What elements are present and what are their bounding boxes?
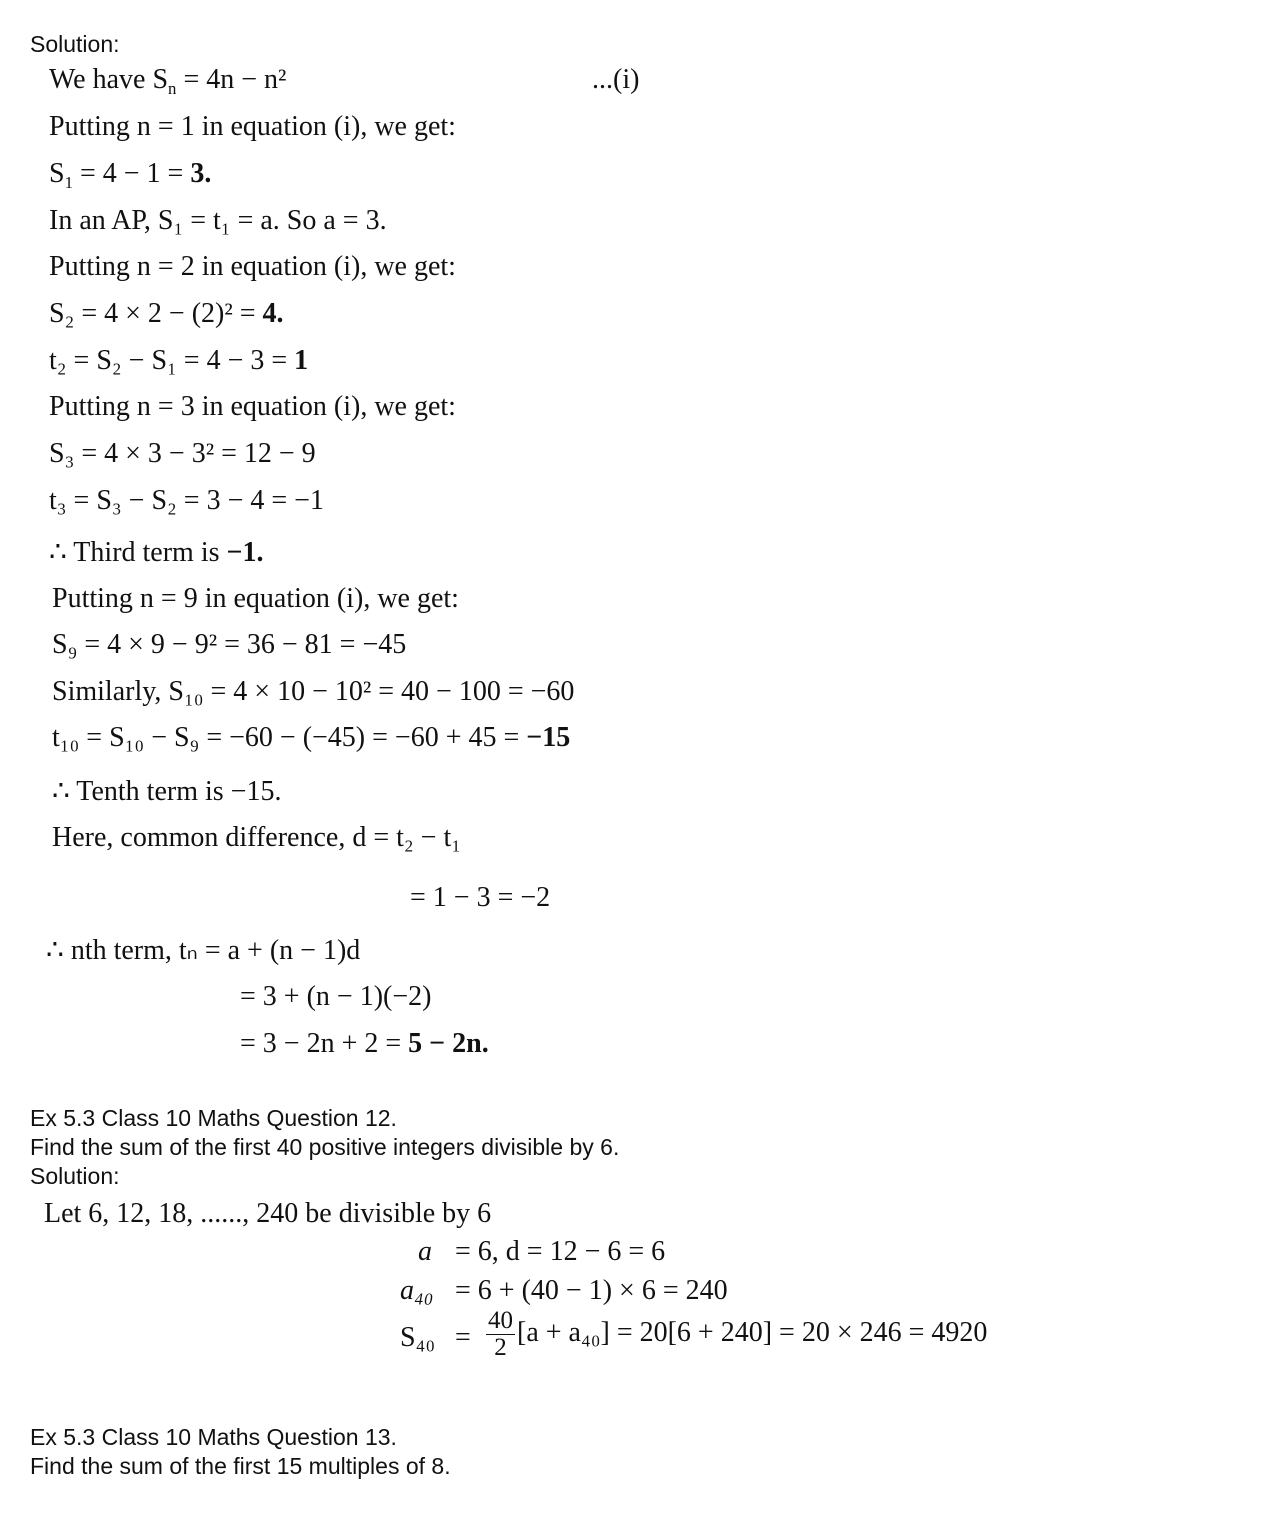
solution-line-14: Similarly, S₁₀ = 4 × 10 − 10² = 40 − 100 = −60 — [52, 676, 575, 707]
solution-line-2: Putting n = 1 in equation (i), we get: — [49, 111, 456, 142]
q12-row-3-equals: = — [455, 1322, 471, 1353]
q12-row-1-rhs: = 6, d = 12 − 6 = 6 — [455, 1236, 666, 1267]
solution-line-8: Putting n = 3 in equation (i), we get: — [49, 391, 456, 422]
solution-line-15: t₁₀ = S₁₀ − S₉ = −60 − (−45) = −60 + 45 = −15 — [52, 722, 571, 753]
solution-line-17: Here, common difference, d = t₂ − t₁ — [52, 822, 462, 853]
q12-row-1-lhs: a — [418, 1236, 432, 1267]
fraction-40-over-2: $\frac{40}{2}$ — [488, 1307, 513, 1361]
solution-line-21: = 3 − 2n + 2 = 5 − 2n. — [240, 1028, 489, 1059]
solution-line-10: t₃ = S₃ − S₂ = 3 − 4 = −1 — [49, 485, 324, 516]
solution-label: Solution: — [30, 31, 120, 57]
solution-line-20: = 3 + (n − 1)(−2) — [240, 981, 432, 1012]
question-12-solution-label: Solution: — [30, 1163, 120, 1189]
solution-line-13: S₉ = 4 × 9 − 9² = 36 − 81 = −45 — [52, 629, 407, 660]
solution-line-9: S₃ = 4 × 3 − 3² = 12 − 9 — [49, 438, 316, 469]
solution-line-4: In an AP, S₁ = t₁ = a. So a = 3. — [49, 205, 387, 236]
equation-reference: ...(i) — [592, 64, 640, 95]
solution-line-1: We have $S_n = 4n - n^2$ — [49, 64, 287, 98]
q12-row-3-rhs: $\frac{40}{2}$ [a + a₄₀] = 20[6 + 240] = 20 × 246 = 4920 — [488, 1307, 988, 1361]
solution-line-16: ∴ Tenth term is −15. — [52, 776, 282, 807]
solution-line-5: Putting n = 2 in equation (i), we get: — [49, 251, 456, 282]
q12-row-2-rhs: = 6 + (40 − 1) × 6 = 240 — [455, 1275, 728, 1306]
solution-line-18: = 1 − 3 = −2 — [410, 882, 551, 913]
question-13-text: Find the sum of the first 15 multiples of 8. — [30, 1453, 451, 1479]
solution-line-12: Putting n = 9 in equation (i), we get: — [52, 583, 459, 614]
solution-line-6: S₂ = 4 × 2 − (2)² = 4. — [49, 298, 284, 329]
q12-intro-line: Let 6, 12, 18, ......, 240 be divisible by 6 — [44, 1198, 492, 1229]
solution-line-3: $S_1 = 4 - 1 = 3$. — [49, 158, 212, 192]
q12-row-2-lhs: a₄₀ — [400, 1275, 434, 1306]
question-13-title: Ex 5.3 Class 10 Maths Question 13. — [30, 1424, 397, 1450]
solution-line-11: ∴ Third term is −1. — [49, 537, 264, 568]
question-12-title: Ex 5.3 Class 10 Maths Question 12. — [30, 1105, 397, 1131]
q12-row-3-lhs: S₄₀ — [400, 1322, 436, 1353]
question-12-text: Find the sum of the first 40 positive integers divisible by 6. — [30, 1134, 620, 1160]
solution-line-19: ∴ nth term, tₙ = a + (n − 1)d — [46, 935, 361, 966]
solution-line-7: t₂ = S₂ − S₁ = 4 − 3 = 1 — [49, 345, 309, 376]
